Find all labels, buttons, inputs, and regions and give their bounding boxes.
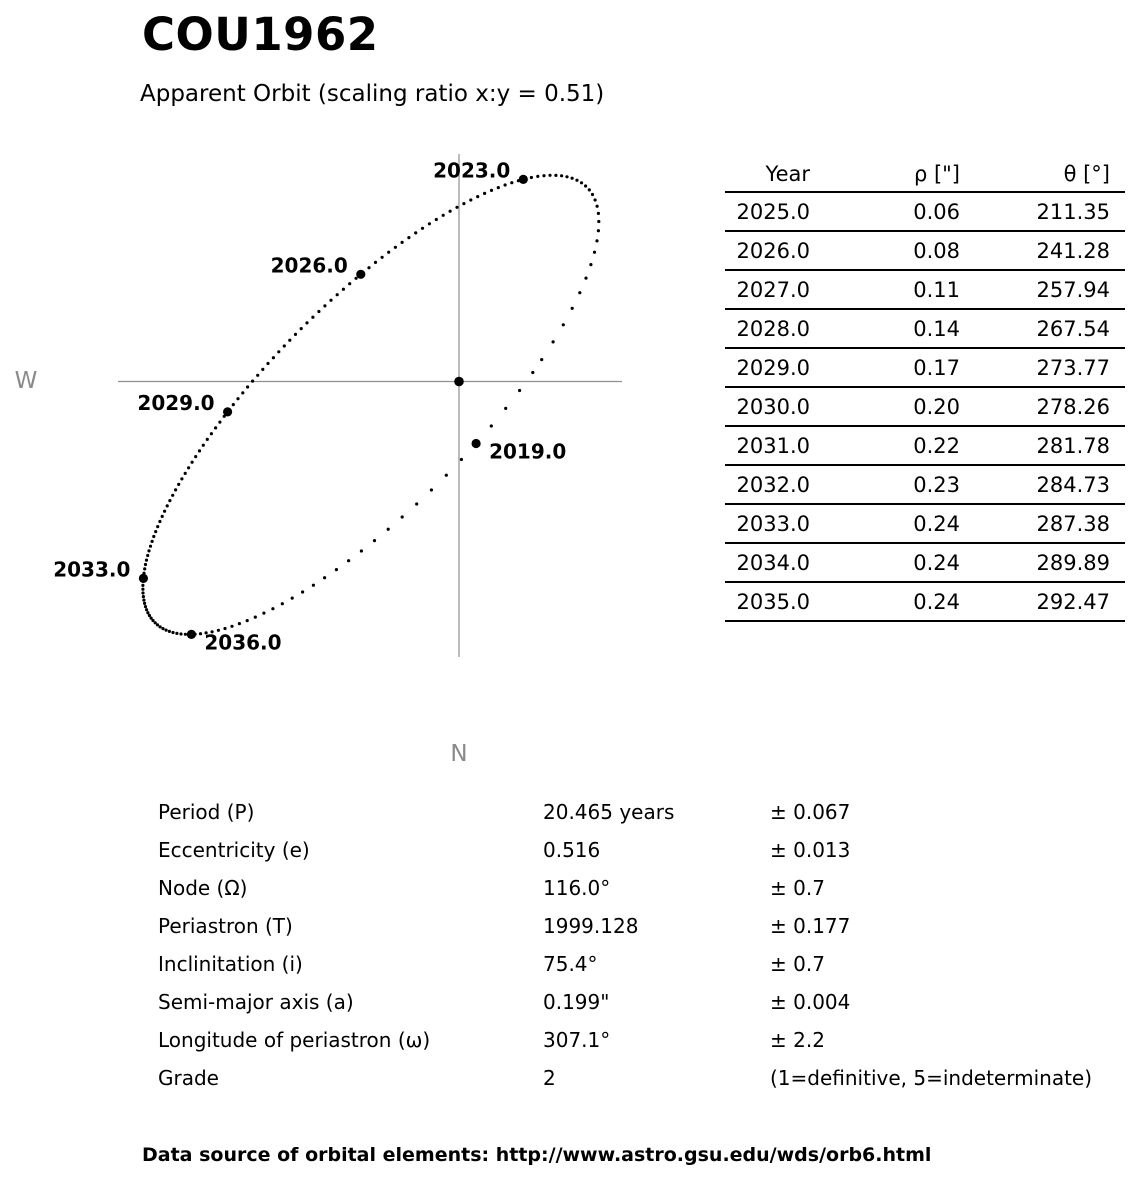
orbit-dot [184,633,187,636]
orbit-dot [407,236,410,239]
year-cell: 2033.0 [736,511,810,536]
epoch-label: 2026.0 [270,253,348,278]
orbit-dot [536,175,539,178]
theta-cell: 281.78 [1036,433,1110,458]
orbit-dot [323,576,326,579]
rho-cell: 0.23 [913,472,960,497]
orbit-dot [455,206,458,209]
orbit-dot [462,202,465,205]
orbit-dot [518,389,521,392]
year-cell: 2025.0 [736,199,810,224]
page-title: COU1962 [142,8,379,61]
ephemeris-table-row [725,232,1125,271]
orbit-dot [261,368,264,371]
orbit-dot [206,438,209,441]
orbit-dot [552,340,555,343]
orbit-dot [394,246,397,249]
orbit-dot [283,344,286,347]
orbit-dot [232,403,235,406]
theta-cell: 267.54 [1036,316,1110,341]
year-header: Year [765,161,810,186]
orbit-dot [251,380,254,383]
rho-cell: 0.17 [913,355,960,380]
theta-cell: 257.94 [1036,277,1110,302]
orbit-dot [187,466,190,469]
ephemeris-table-row [725,193,1125,232]
orbit-dot [597,212,600,215]
orbit-dot [143,567,146,570]
element-error: ± 0.7 [770,952,825,976]
orbit-dot [171,494,174,497]
element-label: Semi-major axis (a) [158,990,354,1014]
orbit-dot [149,545,152,548]
orbit-dot [241,391,244,394]
orbit-dot [166,504,169,507]
orbit-dot [281,602,284,605]
orbit-dot [156,623,159,626]
orbit-dot [246,619,249,622]
orbital-element-row [158,869,1108,907]
orbit-dot [159,625,162,628]
orbit-dot [146,554,149,557]
year-cell: 2026.0 [736,238,810,263]
orbit-dot [373,539,376,542]
orbit-dot [143,602,146,605]
element-value: 307.1° [543,1028,611,1052]
ephemeris-table [725,156,1125,622]
theta-header: θ [°] [1063,161,1110,186]
ephemeris-table-header [725,156,1125,193]
rho-cell: 0.06 [913,199,960,224]
orbit-dot [469,198,472,201]
ephemeris-table-row [725,583,1125,622]
plot-subtitle: Apparent Orbit (scaling ratio x:y = 0.51) [140,81,605,107]
orbit-dot [199,632,202,635]
orbit-dot [141,591,144,594]
epoch-marker [223,407,232,416]
orbit-dot [210,432,213,435]
epoch-marker [519,175,528,184]
orbit-dot [476,195,479,198]
theta-cell: 292.47 [1036,589,1110,614]
element-label: Node (Ω) [158,876,248,900]
orbit-dot [151,540,154,543]
orbit-dot [291,597,294,600]
rho-cell: 0.14 [913,316,960,341]
element-error: ± 0.177 [770,914,851,938]
epoch-marker [139,574,148,583]
element-value: 75.4° [543,952,598,976]
orbit-dot [562,323,565,326]
orbit-dot [421,227,424,230]
element-label: Eccentricity (e) [158,838,310,862]
orbit-dot [435,218,438,221]
orbit-dot [381,256,384,259]
orbit-dot [336,293,339,296]
orbit-dot [305,321,308,324]
orbit-dot [238,622,241,625]
epoch-label: 2036.0 [204,630,282,655]
element-label: Grade [158,1066,219,1090]
rho-cell: 0.22 [913,433,960,458]
rho-cell: 0.08 [913,238,960,263]
orbital-element-row [158,831,1108,869]
orbit-dot [161,515,164,518]
orbit-dot [175,632,178,635]
orbit-dot [504,183,507,186]
orbital-elements-list [158,793,1108,1097]
orbital-element-row [158,793,1108,831]
element-error: ± 0.004 [770,990,851,1014]
element-label: Period (P) [158,800,255,824]
ephemeris-table-row [725,271,1125,310]
orbit-dot [262,612,265,615]
theta-cell: 284.73 [1036,472,1110,497]
orbit-dot [323,304,326,307]
rho-cell: 0.11 [913,277,960,302]
orbit-dot [177,483,180,486]
orbit-dot [266,362,269,365]
element-error: ± 0.067 [770,800,851,824]
element-error: ± 2.2 [770,1028,825,1052]
orbit-dot [329,299,332,302]
orbit-dot [165,629,168,632]
element-value: 1999.128 [543,914,639,938]
orbit-dot [374,261,377,264]
orbital-element-row [158,907,1108,945]
orbit-dot [288,339,291,342]
orbit-dot [483,192,486,195]
epoch-label: 2023.0 [433,158,511,183]
orbit-dot [347,559,350,562]
orbit-dot [171,631,174,634]
orbit-dot [184,472,187,475]
orbit-dot [565,175,568,178]
theta-cell: 287.38 [1036,511,1110,536]
orbit-dot [179,632,182,635]
orbit-dot [530,176,533,179]
epoch-marker [187,630,196,639]
rho-cell: 0.24 [913,589,960,614]
orbit-dot [230,625,233,628]
orbit-dot [360,549,363,552]
ephemeris-table-row [725,466,1125,505]
orbit-dot [560,174,563,177]
orbit-dot [554,174,557,177]
ephemeris-table-row [725,427,1125,466]
orbit-dot [415,502,418,505]
orbit-dot [594,198,597,201]
orbit-dot [490,189,493,192]
theta-cell: 211.35 [1036,199,1110,224]
element-value: 2 [543,1066,556,1090]
orbit-dot [510,181,513,184]
ephemeris-table-row [725,505,1125,544]
ephemeris-table-row [725,544,1125,583]
orbit-dot [312,584,315,587]
element-label: Inclinitation (i) [158,952,303,976]
theta-cell: 289.89 [1036,550,1110,575]
orbit-dot [430,488,433,491]
theta-cell: 273.77 [1036,355,1110,380]
orbit-dot [348,282,351,285]
orbit-dot [542,174,545,177]
orbit-dot [145,559,148,562]
orbit-dot [497,186,500,189]
orbit-dot [142,599,145,602]
element-label: Periastron (T) [158,914,293,938]
orbit-dot [504,407,507,410]
ephemeris-table-row [725,349,1125,388]
orbit-dot [144,563,147,566]
orbit-dot [144,605,147,608]
orbit-dot [256,374,259,377]
orbit-dot [342,288,345,291]
orbit-dot [588,188,591,191]
orbit-dot [490,424,493,427]
orbit-dot [141,584,144,587]
epoch-marker [472,439,481,448]
orbit-dot [584,184,587,187]
orbit-dot [449,210,452,213]
epoch-label: 2019.0 [489,439,567,464]
orbit-dot [218,421,221,424]
orbit-dot [460,458,463,461]
primary-star-marker [454,377,464,387]
orbit-dot [445,474,448,477]
orbit-dot [387,251,390,254]
orbit-dot [141,588,144,591]
element-error: (1=definitive, 5=indeterminate) [770,1066,1093,1090]
orbit-dot [271,607,274,610]
year-cell: 2035.0 [736,589,810,614]
orbit-dot [158,520,161,523]
element-error: ± 0.013 [770,838,851,862]
orbit-dot [387,528,390,531]
orbit-dot [571,177,574,180]
element-value: 0.199" [543,990,610,1014]
orbit-dot [168,630,171,633]
orbit-dot [575,179,578,182]
orbit-dot [180,477,183,480]
element-value: 20.465 years [543,800,675,824]
year-cell: 2029.0 [736,355,810,380]
orbit-dot [168,499,171,502]
rho-cell: 0.20 [913,394,960,419]
orbital-element-row [158,983,1108,1021]
orbit-dot [531,371,534,374]
orbit-dot [442,214,445,217]
orbit-dot [401,515,404,518]
data-source-note: Data source of orbital elements: http://www.astro.gsu.edu/wds/orb6.html [142,1144,932,1166]
orbit-dot [584,277,587,280]
orbit-dot [597,220,600,223]
year-cell: 2030.0 [736,394,810,419]
orbit-dot [191,461,194,464]
element-error: ± 0.7 [770,876,825,900]
orbit-dot [595,239,598,242]
orbit-dot [591,193,594,196]
orbital-element-row [158,1059,1108,1097]
orbit-dot [145,608,148,611]
orbit-plot [0,130,700,790]
ephemeris-table-row [725,388,1125,427]
orbit-dot [174,488,177,491]
north-direction-label: N [450,741,468,767]
year-cell: 2034.0 [736,550,810,575]
rho-header: ρ ["] [913,161,960,186]
element-value: 0.516 [543,838,601,862]
rho-cell: 0.24 [913,550,960,575]
orbit-dot [571,307,574,310]
orbit-dot [142,595,145,598]
orbit-dot [246,385,249,388]
element-label: Longitude of periastron (ω) [158,1028,431,1052]
year-cell: 2031.0 [736,433,810,458]
orbit-dot [301,590,304,593]
epoch-marker [356,270,365,279]
orbit-dot [202,444,205,447]
year-cell: 2032.0 [736,472,810,497]
orbit-dot [236,397,239,400]
orbit-dot [198,449,201,452]
orbit-dot [414,231,417,234]
orbital-element-row [158,1021,1108,1059]
orbit-dot [335,568,338,571]
orbit-dot [540,358,543,361]
orbit-dot [294,333,297,336]
orbit-dot [367,266,370,269]
element-value: 116.0° [543,876,611,900]
ephemeris-table-row [725,310,1125,349]
year-cell: 2027.0 [736,277,810,302]
epoch-label: 2029.0 [137,390,215,415]
orbit-dot [147,549,150,552]
orbital-element-row [158,945,1108,983]
orbit-dot [578,291,581,294]
orbit-dot [214,426,217,429]
year-cell: 2028.0 [736,316,810,341]
orbit-dot [593,251,596,254]
orbit-dot [156,525,159,528]
orbit-dot [401,241,404,244]
orbit-dot [152,535,155,538]
rho-cell: 0.24 [913,511,960,536]
orbit-dot [300,327,303,330]
epoch-label: 2033.0 [53,557,131,582]
orbit-dot [277,350,280,353]
orbit-dot [194,455,197,458]
orbit-dot [428,222,431,225]
orbit-dot [161,627,164,630]
orbit-dot [163,510,166,513]
theta-cell: 241.28 [1036,238,1110,263]
orbit-dot [589,263,592,266]
orbit-dot [596,205,599,208]
orbit-dot [580,181,583,184]
orbit-dot [548,174,551,177]
orbit-dot [272,356,275,359]
orbit-dot [154,530,157,533]
orbit-dot [311,316,314,319]
orbit-dot [317,310,320,313]
orbit-dot [597,229,600,232]
orbit-dot [254,616,257,619]
orbit-dot [146,611,149,614]
theta-cell: 278.26 [1036,394,1110,419]
west-direction-label: W [14,368,38,394]
